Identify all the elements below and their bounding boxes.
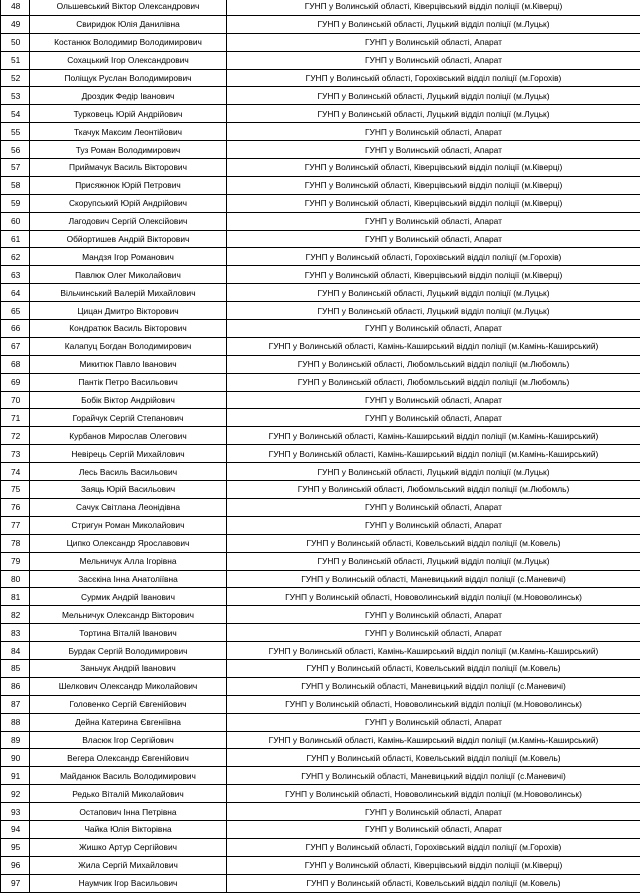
row-number-cell: 92 (1, 785, 30, 803)
row-number-cell: 66 (1, 320, 30, 338)
row-number-cell: 90 (1, 749, 30, 767)
person-name-cell: Дейна Катерина Євгеніївна (30, 713, 227, 731)
police-unit-cell: ГУНП у Волинській області, Апарат (227, 516, 640, 534)
table-row (1, 320, 640, 338)
police-unit-cell: ГУНП у Волинській області, Камінь-Каширський відділ поліції (м.Камінь-Каширський) (227, 731, 640, 749)
police-unit-cell: ГУНП у Волинській області, Ковельський відділ поліції (м.Ковель) (227, 534, 640, 552)
table-row (1, 659, 640, 677)
police-unit-cell: ГУНП у Волинській області, Маневицький відділ поліції (с.Маневичі) (227, 767, 640, 785)
police-unit-cell: ГУНП у Волинській області, Маневицький відділ поліції (с.Маневичі) (227, 570, 640, 588)
person-name-cell: Костанюк Володимир Володимирович (30, 33, 227, 51)
row-number-cell: 58 (1, 176, 30, 194)
person-name-cell: Павлюк Олег Миколайович (30, 266, 227, 284)
row-number-cell: 52 (1, 69, 30, 87)
table-row (1, 516, 640, 534)
person-name-cell: Наумчик Ігор Васильович (30, 874, 227, 892)
police-unit-cell: ГУНП у Волинській області, Нововолинський відділ поліції (м.Нововолинськ) (227, 695, 640, 713)
table-row (1, 856, 640, 874)
person-name-cell: Сачук Світлана Леонідівна (30, 498, 227, 516)
person-name-cell: Лесь Василь Васильович (30, 463, 227, 481)
table-row (1, 15, 640, 33)
table-row (1, 624, 640, 642)
table-row (1, 284, 640, 302)
person-name-cell: Жишко Артур Сергійович (30, 838, 227, 856)
person-name-cell: Бобік Віктор Андрійович (30, 391, 227, 409)
table-row (1, 337, 640, 355)
person-name-cell: Курбанов Мирослав Олегович (30, 427, 227, 445)
row-number-cell: 60 (1, 212, 30, 230)
person-name-cell: Поліщук Руслан Володимирович (30, 69, 227, 87)
police-unit-cell: ГУНП у Волинській області, Горохівський відділ поліції (м.Горохів) (227, 838, 640, 856)
table-row (1, 409, 640, 427)
police-unit-cell: ГУНП у Волинській області, Апарат (227, 624, 640, 642)
police-unit-cell: ГУНП у Волинській області, Луцький відділ поліції (м.Луцьк) (227, 552, 640, 570)
row-number-cell: 62 (1, 248, 30, 266)
police-unit-cell: ГУНП у Волинській області, Апарат (227, 230, 640, 248)
table-row (1, 0, 640, 15)
police-unit-cell: ГУНП у Волинській області, Апарат (227, 391, 640, 409)
row-number-cell: 95 (1, 838, 30, 856)
police-unit-cell: ГУНП у Волинській області, Луцький відділ поліції (м.Луцьк) (227, 463, 640, 481)
person-name-cell: Присяжнюк Юрій Петрович (30, 176, 227, 194)
police-unit-cell: ГУНП у Волинській області, Ковельський відділ поліції (м.Ковель) (227, 659, 640, 677)
person-name-cell: Майданюк Василь Володимирович (30, 767, 227, 785)
person-name-cell: Вегера Олександр Євгенійович (30, 749, 227, 767)
row-number-cell: 79 (1, 552, 30, 570)
person-name-cell: Пантік Петро Васильович (30, 373, 227, 391)
table-row (1, 123, 640, 141)
table-row (1, 302, 640, 320)
table-row (1, 355, 640, 373)
table-row (1, 445, 640, 463)
police-unit-cell: ГУНП у Волинській області, Луцький відділ поліції (м.Луцьк) (227, 15, 640, 33)
table-row (1, 534, 640, 552)
table-row (1, 838, 640, 856)
table-row (1, 677, 640, 695)
table-row (1, 33, 640, 51)
table-row (1, 785, 640, 803)
table-row (1, 87, 640, 105)
police-unit-cell: ГУНП у Волинській області, Луцький відділ поліції (м.Луцьк) (227, 87, 640, 105)
police-unit-cell: ГУНП у Волинській області, Горохівський відділ поліції (м.Горохів) (227, 248, 640, 266)
table-row (1, 51, 640, 69)
table-row (1, 176, 640, 194)
police-unit-cell: ГУНП у Волинській області, Апарат (227, 141, 640, 159)
row-number-cell: 74 (1, 463, 30, 481)
table-row (1, 373, 640, 391)
person-name-cell: Мандзя Ігор Романович (30, 248, 227, 266)
person-name-cell: Мельничук Алла Ігорівна (30, 552, 227, 570)
police-unit-cell: ГУНП у Волинській області, Ківерцівський відділ поліції (м.Ківерці) (227, 159, 640, 177)
person-name-cell: Бурдак Сергій Володимирович (30, 642, 227, 660)
police-unit-cell: ГУНП у Волинській області, Апарат (227, 33, 640, 51)
person-name-cell: Ткачук Максим Леонтійович (30, 123, 227, 141)
row-number-cell: 73 (1, 445, 30, 463)
person-name-cell: Туз Роман Володимирович (30, 141, 227, 159)
person-name-cell: Сохацький Ігор Олександрович (30, 51, 227, 69)
row-number-cell: 67 (1, 337, 30, 355)
person-name-cell: Головенко Сергій Євгенійович (30, 695, 227, 713)
row-number-cell: 71 (1, 409, 30, 427)
person-name-cell: Редько Віталій Миколайович (30, 785, 227, 803)
table-row (1, 874, 640, 892)
table-body (1, 0, 640, 892)
row-number-cell: 83 (1, 624, 30, 642)
row-number-cell: 97 (1, 874, 30, 892)
row-number-cell: 75 (1, 481, 30, 499)
row-number-cell: 50 (1, 33, 30, 51)
police-unit-cell: ГУНП у Волинській області, Камінь-Каширський відділ поліції (м.Камінь-Каширський) (227, 337, 640, 355)
row-number-cell: 64 (1, 284, 30, 302)
police-unit-cell: ГУНП у Волинській області, Ківерцівський відділ поліції (м.Ківерці) (227, 266, 640, 284)
person-name-cell: Власюк Ігор Сергійович (30, 731, 227, 749)
police-unit-cell: ГУНП у Волинській області, Нововолинський відділ поліції (м.Нововолинськ) (227, 785, 640, 803)
row-number-cell: 56 (1, 141, 30, 159)
row-number-cell: 49 (1, 15, 30, 33)
police-unit-cell: ГУНП у Волинській області, Ковельський відділ поліції (м.Ковель) (227, 874, 640, 892)
table-row (1, 69, 640, 87)
person-name-cell: Тортина Віталій Іванович (30, 624, 227, 642)
person-name-cell: Заяць Юрій Васильович (30, 481, 227, 499)
police-unit-cell: ГУНП у Волинській області, Апарат (227, 498, 640, 516)
row-number-cell: 55 (1, 123, 30, 141)
row-number-cell: 85 (1, 659, 30, 677)
police-unit-cell: ГУНП у Волинській області, Апарат (227, 606, 640, 624)
row-number-cell: 80 (1, 570, 30, 588)
table-row (1, 230, 640, 248)
person-name-cell: Жила Сергій Михайлович (30, 856, 227, 874)
table-row (1, 481, 640, 499)
person-name-cell: Вільчинський Валерій Михайлович (30, 284, 227, 302)
police-unit-cell: ГУНП у Волинській області, Любомльський відділ поліції (м.Любомль) (227, 355, 640, 373)
row-number-cell: 63 (1, 266, 30, 284)
police-unit-cell: ГУНП у Волинській області, Апарат (227, 212, 640, 230)
row-number-cell: 89 (1, 731, 30, 749)
person-name-cell: Кондратюк Василь Вікторович (30, 320, 227, 338)
person-name-cell: Ольшевський Віктор Олександрович (30, 0, 227, 15)
row-number-cell: 87 (1, 695, 30, 713)
police-unit-cell: ГУНП у Волинській області, Горохівський відділ поліції (м.Горохів) (227, 69, 640, 87)
police-unit-cell: ГУНП у Волинській області, Ківерцівський відділ поліції (м.Ківерці) (227, 176, 640, 194)
table-row (1, 498, 640, 516)
police-unit-cell: ГУНП у Волинській області, Маневицький відділ поліції (с.Маневичі) (227, 677, 640, 695)
row-number-cell: 53 (1, 87, 30, 105)
person-name-cell: Лагодович Сергій Олексійович (30, 212, 227, 230)
row-number-cell: 81 (1, 588, 30, 606)
person-name-cell: Сурмик Андрій Іванович (30, 588, 227, 606)
person-name-cell: Микитюк Павло Іванович (30, 355, 227, 373)
person-name-cell: Ципко Олександр Ярославович (30, 534, 227, 552)
person-name-cell: Чайка Юлія Вікторівна (30, 820, 227, 838)
police-unit-cell: ГУНП у Волинській області, Любомльський відділ поліції (м.Любомль) (227, 481, 640, 499)
person-name-cell: Мельничук Олександр Вікторович (30, 606, 227, 624)
row-number-cell: 88 (1, 713, 30, 731)
police-unit-cell: ГУНП у Волинській області, Апарат (227, 123, 640, 141)
person-name-cell: Шелкович Олександр Миколайович (30, 677, 227, 695)
row-number-cell: 86 (1, 677, 30, 695)
table-row (1, 606, 640, 624)
police-unit-cell: ГУНП у Волинській області, Камінь-Каширський відділ поліції (м.Камінь-Каширський) (227, 427, 640, 445)
police-unit-cell: ГУНП у Волинській області, Камінь-Каширський відділ поліції (м.Камінь-Каширський) (227, 642, 640, 660)
row-number-cell: 48 (1, 0, 30, 15)
person-name-cell: Остапович Інна Петрівна (30, 803, 227, 821)
table-row (1, 570, 640, 588)
row-number-cell: 84 (1, 642, 30, 660)
police-unit-cell: ГУНП у Волинській області, Луцький відділ поліції (м.Луцьк) (227, 302, 640, 320)
row-number-cell: 91 (1, 767, 30, 785)
police-unit-cell: ГУНП у Волинській області, Ковельський відділ поліції (м.Ковель) (227, 749, 640, 767)
row-number-cell: 65 (1, 302, 30, 320)
person-name-cell: Заньчук Андрій Іванович (30, 659, 227, 677)
table-row (1, 266, 640, 284)
person-name-cell: Калапуц Богдан Володимирович (30, 337, 227, 355)
table-row (1, 749, 640, 767)
person-name-cell: Турковець Юрій Андрійович (30, 105, 227, 123)
row-number-cell: 70 (1, 391, 30, 409)
police-unit-cell: ГУНП у Волинській області, Ківерцівський відділ поліції (м.Ківерці) (227, 856, 640, 874)
person-name-cell: Невірець Сергій Михайлович (30, 445, 227, 463)
row-number-cell: 82 (1, 606, 30, 624)
row-number-cell: 93 (1, 803, 30, 821)
row-number-cell: 96 (1, 856, 30, 874)
police-unit-cell: ГУНП у Волинській області, Апарат (227, 820, 640, 838)
row-number-cell: 59 (1, 194, 30, 212)
person-name-cell: Приймачук Василь Вікторович (30, 159, 227, 177)
person-name-cell: Скорупський Юрій Андрійович (30, 194, 227, 212)
person-name-cell: Свиридюк Юлія Данилівна (30, 15, 227, 33)
police-unit-cell: ГУНП у Волинській області, Ківерцівський відділ поліції (м.Ківерці) (227, 0, 640, 15)
row-number-cell: 76 (1, 498, 30, 516)
row-number-cell: 69 (1, 373, 30, 391)
table-row (1, 588, 640, 606)
person-name-cell: Дроздик Федір Іванович (30, 87, 227, 105)
police-unit-cell: ГУНП у Волинській області, Луцький відділ поліції (м.Луцьк) (227, 105, 640, 123)
table-row (1, 820, 640, 838)
table-row (1, 159, 640, 177)
table-row (1, 642, 640, 660)
row-number-cell: 68 (1, 355, 30, 373)
police-unit-cell: ГУНП у Волинській області, Апарат (227, 409, 640, 427)
table-row (1, 212, 640, 230)
table-row (1, 391, 640, 409)
police-unit-cell: ГУНП у Волинській області, Апарат (227, 803, 640, 821)
table-row (1, 427, 640, 445)
row-number-cell: 72 (1, 427, 30, 445)
table-row (1, 463, 640, 481)
person-name-cell: Обйортишев Андрій Вікторович (30, 230, 227, 248)
table-row (1, 552, 640, 570)
row-number-cell: 61 (1, 230, 30, 248)
row-number-cell: 54 (1, 105, 30, 123)
person-name-cell: Стригун Роман Миколайович (30, 516, 227, 534)
table-row (1, 695, 640, 713)
table-row (1, 803, 640, 821)
police-unit-cell: ГУНП у Волинській області, Камінь-Каширський відділ поліції (м.Камінь-Каширський) (227, 445, 640, 463)
table-row (1, 194, 640, 212)
table-row (1, 713, 640, 731)
table-row (1, 248, 640, 266)
person-name-cell: Цицан Дмитро Вікторович (30, 302, 227, 320)
table-row (1, 731, 640, 749)
police-unit-cell: ГУНП у Волинській області, Луцький відділ поліції (м.Луцьк) (227, 284, 640, 302)
police-unit-cell: ГУНП у Волинській області, Апарат (227, 320, 640, 338)
person-name-cell: Горайчук Сергій Степанович (30, 409, 227, 427)
row-number-cell: 51 (1, 51, 30, 69)
row-number-cell: 78 (1, 534, 30, 552)
person-name-cell: Засєкіна Інна Анатоліївна (30, 570, 227, 588)
police-unit-cell: ГУНП у Волинській області, Апарат (227, 713, 640, 731)
row-number-cell: 57 (1, 159, 30, 177)
table-row (1, 141, 640, 159)
table-row (1, 767, 640, 785)
police-unit-cell: ГУНП у Волинській області, Ківерцівський відділ поліції (м.Ківерці) (227, 194, 640, 212)
police-unit-cell: ГУНП у Волинській області, Нововолинський відділ поліції (м.Нововолинськ) (227, 588, 640, 606)
row-number-cell: 94 (1, 820, 30, 838)
police-unit-cell: ГУНП у Волинській області, Любомльський відділ поліції (м.Любомль) (227, 373, 640, 391)
row-number-cell: 77 (1, 516, 30, 534)
police-unit-cell: ГУНП у Волинській області, Апарат (227, 51, 640, 69)
table-row (1, 105, 640, 123)
